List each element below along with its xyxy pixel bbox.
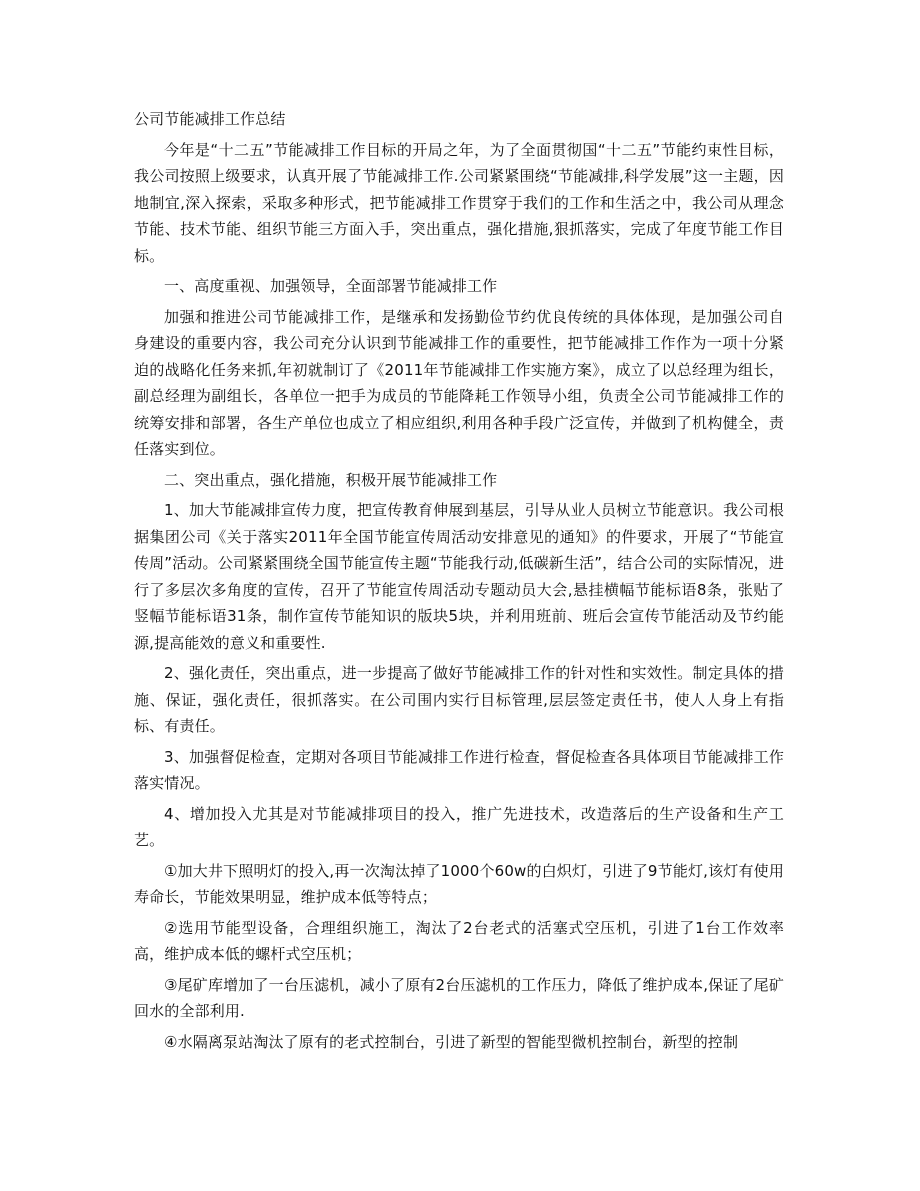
document-title: 公司节能减排工作总结 bbox=[134, 110, 286, 128]
paragraph-subitem-4: ④水隔离泵站淘汰了原有的老式控制台，引进了新型的智能型微机控制台，新型的控制 bbox=[164, 1032, 739, 1051]
paragraph-subitem-1: ①加大井下照明灯的投入,再一次淘汰掉了1000个60w的白炽灯，引进了9节能灯,该灯有使用寿命长，节能效果明显，维护成本低等特点； bbox=[134, 861, 784, 906]
paragraph-item-1: 1、加大节能减排宣传力度，把宣传教育伸展到基层，引导从业人员树立节能意识。我公司根据集团公司《关于落实2011年全国节能宣传周活动安排意见的通知》的件要求，开展了“节能宣传周”活动。公司紧紧围绕全国节能宣传主题“节能我行动,低碳新生活”，结合公司的实际情况，进行了多层次多角度的宣传，召开了节能宣传周活动专题动员大会,悬挂横幅节能标语8条，张贴了竖幅节能标语31条，制作宣传节能知识的版块5块，并利用班前、班后会宣传节能活动及节约能源,提高能效的意义和重要性. bbox=[134, 501, 784, 652]
paragraph-item-4: 4、增加投入尤其是对节能减排项目的投入，推广先进技术，改造落后的生产设备和生产工艺。 bbox=[134, 804, 784, 849]
document-body bbox=[134, 106, 784, 1059]
paragraph-subitem-3: ③尾矿库增加了一台压滤机，减小了原有2台压滤机的工作压力，降低了维护成本,保证了尾矿回水的全部利用. bbox=[134, 975, 784, 1020]
paragraph-item-2: 2、强化责任，突出重点，进一步提高了做好节能减排工作的针对性和实效性。制定具体的措施、保证，强化责任，很抓落实。在公司围内实行目标管理,层层签定责任书，使人人身上有指标、有责任。 bbox=[134, 664, 784, 735]
paragraph-intro: 今年是“十二五”节能减排工作目标的开局之年，为了全面贯彻国“十二五”节能约束性目标，我公司按照上级要求，认真开展了节能减排工作.公司紧紧围绕“节能减排,科学发展”这一主题，因地制宜,深入探索，采取多种形式，把节能减排工作贯穿于我们的工作和生活之中，我公司从理念节能、技术节能、组织节能三方面入手，突出重点，强化措施,狠抓落实，完成了年度节能工作目标。 bbox=[134, 140, 784, 265]
paragraph-section-1: 加强和推进公司节能减排工作，是继承和发扬勤俭节约优良传统的具体体现，是加强公司自身建设的重要内容，我公司充分认识到节能减排工作的重要性，把节能减排工作作为一项十分紧迫的战略化任务来抓,年初就制订了《2011年节能减排工作实施方案》，成立了以总经理为组长，副总经理为副组长，各单位一把手为成员的节能降耗工作领导小组，负责全公司节能减排工作的统筹安排和部署，各生产单位也成立了相应组织,利用各种手段广泛宣传，并做到了机构健全，责任落实到位。 bbox=[134, 307, 784, 458]
section-heading-1: 一、高度重视、加强领导，全面部署节能减排工作 bbox=[164, 277, 498, 295]
paragraph-item-3: 3、加强督促检查，定期对各项目节能减排工作进行检查，督促检查各具体项目节能减排工作落实情况。 bbox=[134, 747, 784, 792]
section-heading-2: 二、突出重点，强化措施，积极开展节能减排工作 bbox=[164, 470, 498, 489]
paragraph-subitem-2: ②选用节能型设备，合理组织施工，淘汰了2台老式的活塞式空压机，引进了1台工作效率高，维护成本低的螺杆式空压机； bbox=[134, 918, 784, 963]
